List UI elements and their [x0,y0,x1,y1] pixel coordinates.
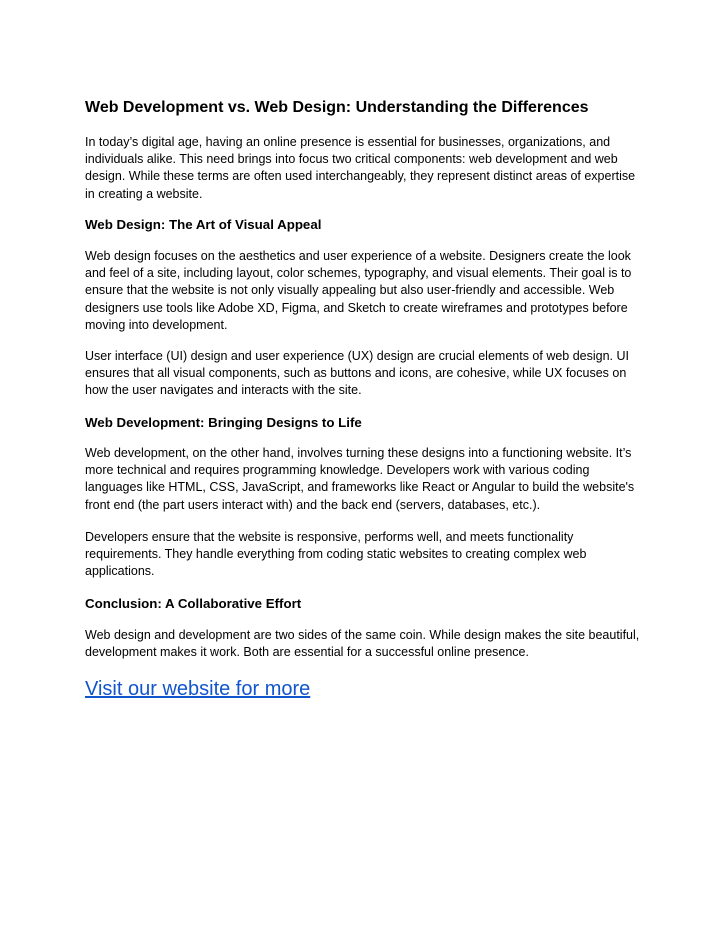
web-development-paragraph-1: Web development, on the other hand, involves turning these designs into a functioning website. It’s more technical and requires programming knowledge. Developers work with various coding languages like HTML, CSS, JavaScript, and frameworks like React or Angular to build the website's front end (the part users interact with) and the back end (servers, databases, etc.). [85,446,635,512]
visit-website-link[interactable]: Visit our website for more [85,678,311,700]
section-heading-web-development: Web Development: Bringing Designs to Life [85,415,362,430]
section-heading-conclusion: Conclusion: A Collaborative Effort [85,596,302,611]
section-heading-web-design: Web Design: The Art of Visual Appeal [85,217,322,232]
web-design-paragraph-2: User interface (UI) design and user experience (UX) design are crucial elements of web design. UI ensures that all visual components, such as buttons and icons, are cohesive, while UX focuses on how the user navigates and interacts with the site. [85,349,630,398]
document-title: Web Development vs. Web Design: Understanding the Differences [85,99,589,116]
web-design-paragraph-1: Web design focuses on the aesthetics and user experience of a website. Designers create the look and feel of a site, including layout, color schemes, typography, and visual elements. Their goal is to ensure that the website is not only visually appealing but also user-friendly and accessible. Web designers use tools like Adobe XD, Figma, and Sketch to create wireframes and prototypes before moving into development. [85,249,632,332]
web-development-paragraph-2: Developers ensure that the website is responsive, performs well, and meets functionality requirements. They handle everything from coding static websites to creating complex web applications. [85,530,587,579]
intro-paragraph: In today’s digital age, having an online presence is essential for businesses, organizations, and individuals alike. This need brings into focus two critical components: web development and web design. While these terms are often used interchangeably, they represent distinct areas of expertise in creating a website. [85,135,636,201]
conclusion-paragraph: Web design and development are two sides of the same coin. While design makes the site beautiful, development makes it work. Both are essential for a successful online presence. [85,628,640,660]
